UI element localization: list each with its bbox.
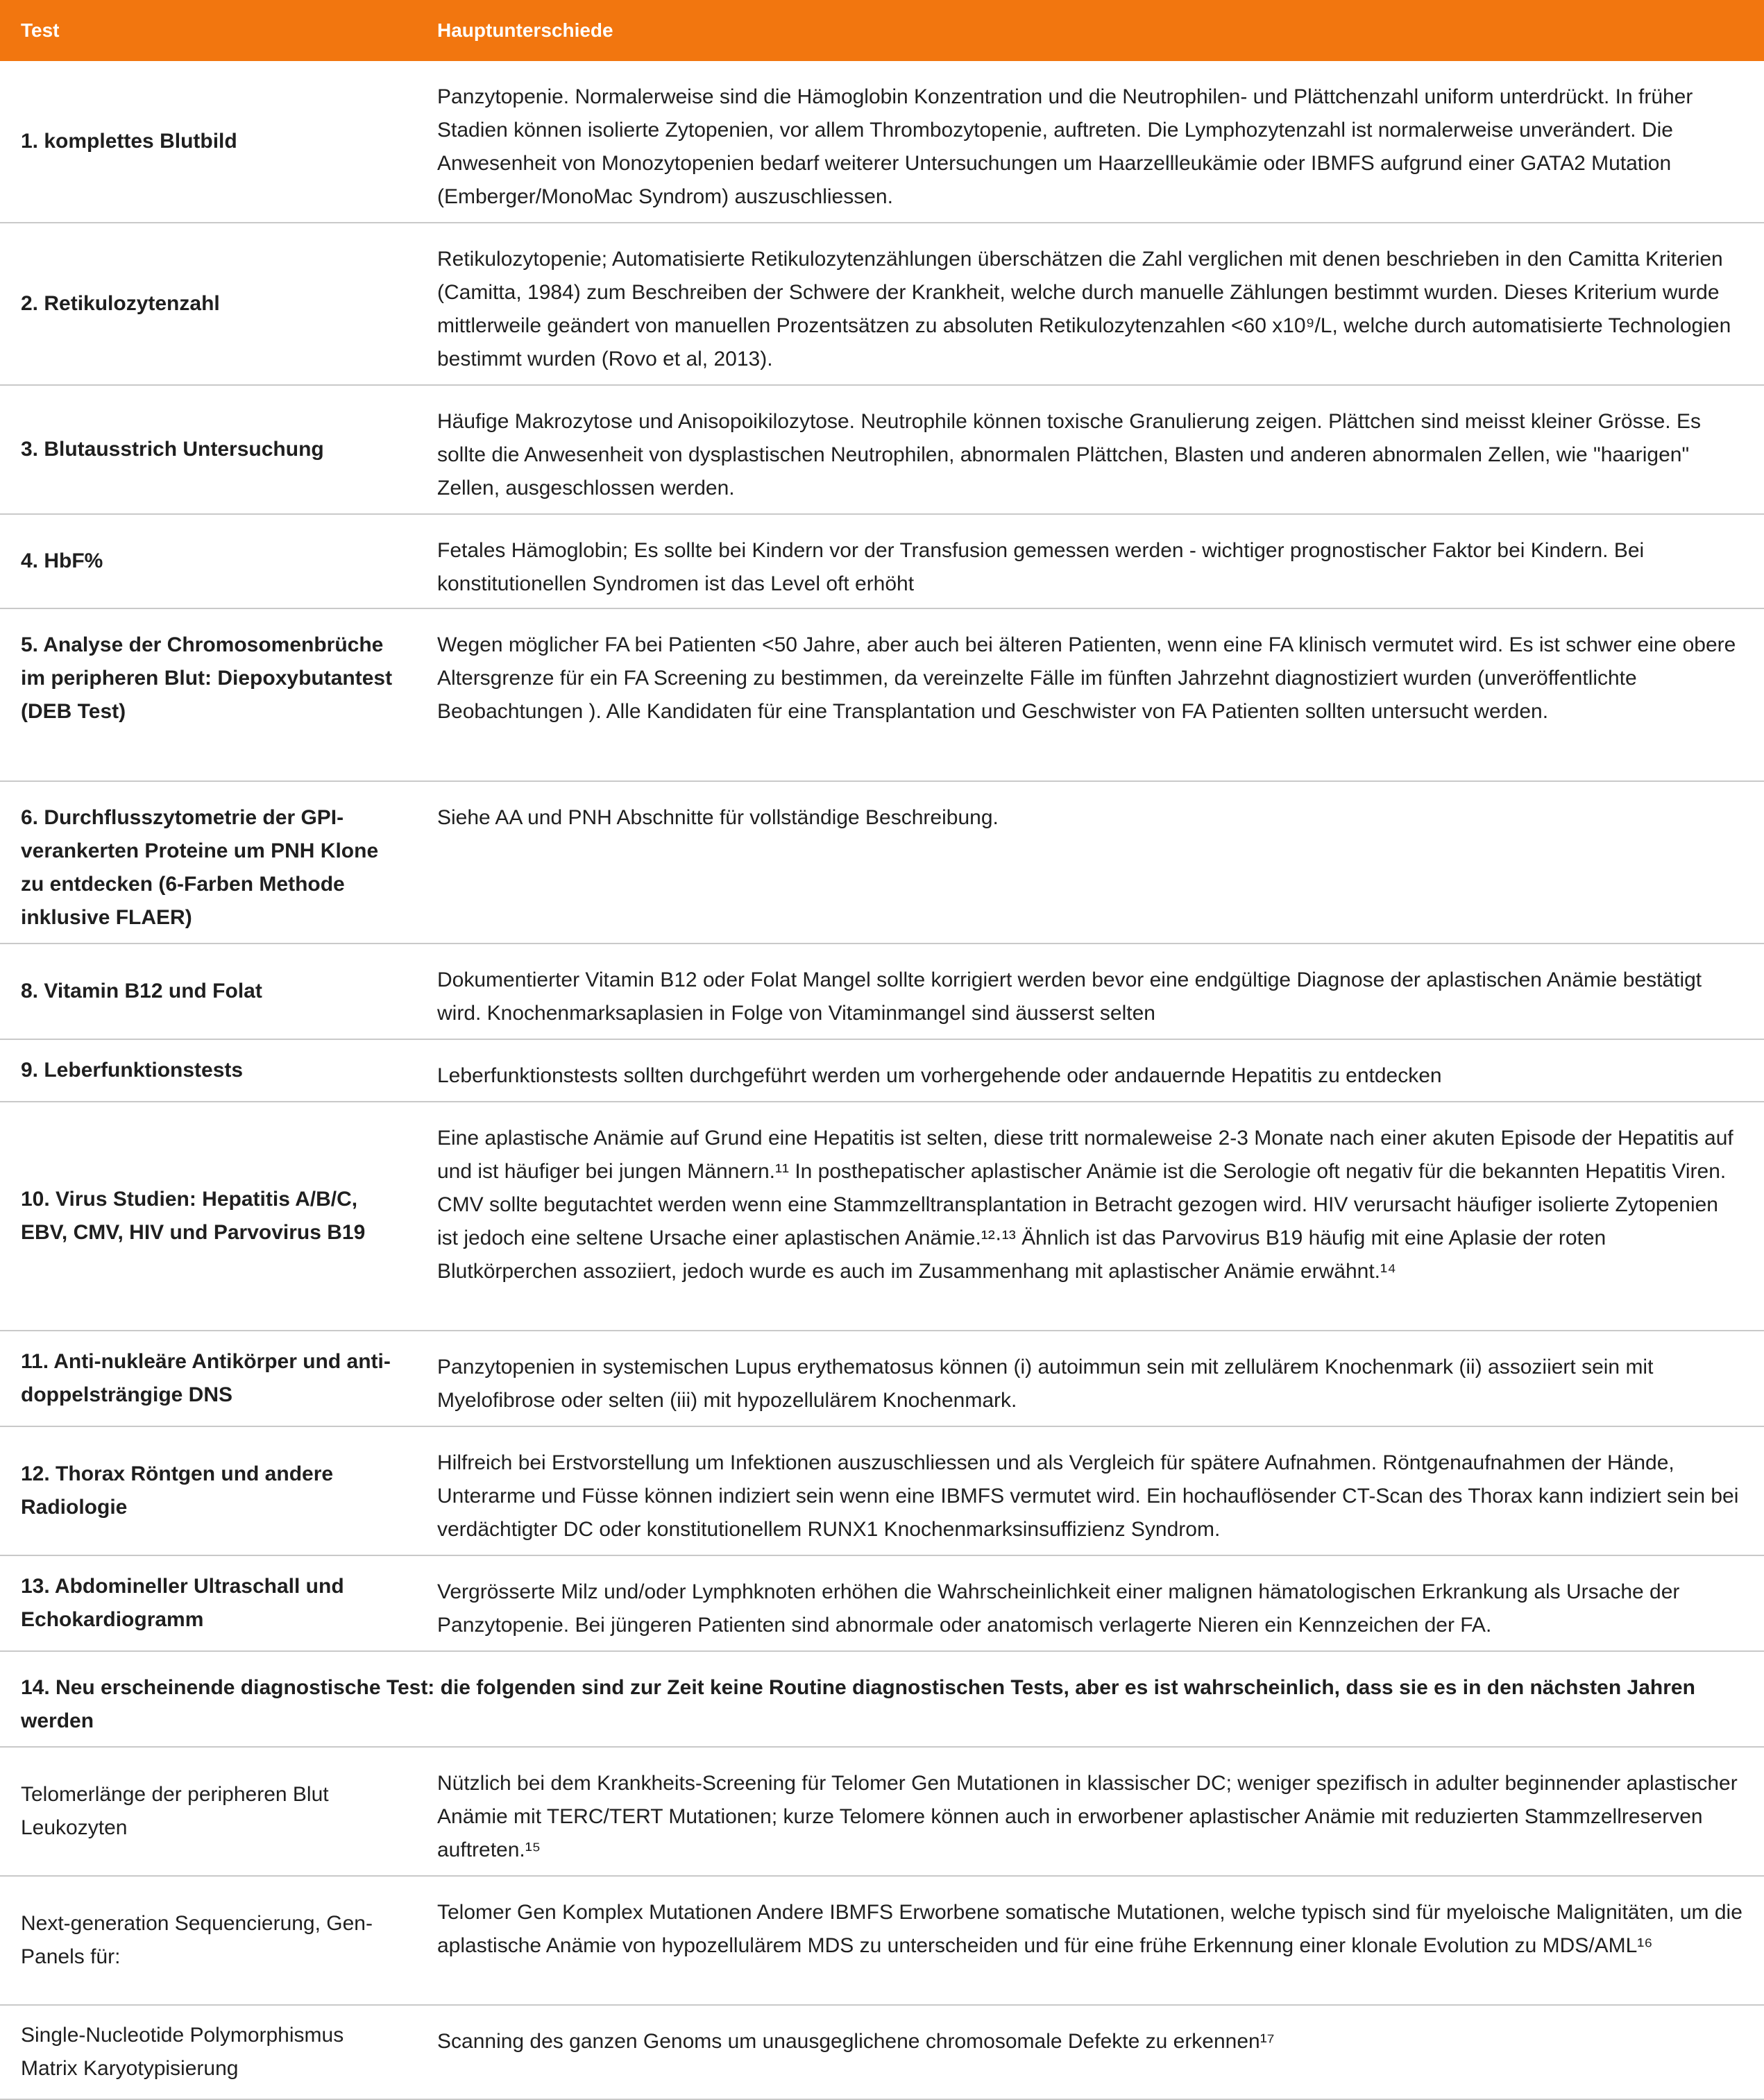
table-row (0, 1877, 1764, 2006)
header-main-differences: Hauptunterschiede (437, 19, 613, 41)
test-name: 2. Retikulozytenzahl (21, 292, 220, 315)
test-name: 3. Blutausstrich Untersuchung (21, 438, 324, 461)
test-description: Siehe AA und PNH Abschnitte für vollständige Beschreibung. (437, 806, 999, 829)
table-row (0, 2006, 1764, 2100)
test-name: 10. Virus Studien: Hepatitis A/B/C, EBV, CMV, HIV und Parvovirus B19 (21, 1188, 366, 1244)
table-row (0, 386, 1764, 515)
test-name: 8. Vitamin B12 und Folat (21, 980, 262, 1002)
table-row (0, 1331, 1764, 1427)
table-row (0, 609, 1764, 782)
test-name: 11. Anti-nukleäre Antikörper und anti-doppelsträngige DNS (21, 1350, 391, 1406)
table-row (0, 1040, 1764, 1102)
table-row (0, 223, 1764, 386)
test-description: Hilfreich bei Erstvorstellung um Infektionen auszuschliessen und als Vergleich für spätere Aufnahmen. Röntgenaufnahmen der Hände, Unterarme und Füsse können indiziert sein wenn eine IBMFS vermutet wird. Ein hochauflösender CT-Scan des Thorax kann indiziert sein bei verdächtigter DC oder konstitutionellem RUNX1 Knochenmarksinsuffizienz Syndrom. (437, 1451, 1739, 1541)
test-description: Wegen möglicher FA bei Patienten <50 Jahre, aber auch bei älteren Patienten, wenn eine FA klinisch vermutet wird. Es ist schwer eine obere Altersgrenze für ein FA Screening zu bestimmen, da vereinzelte Fälle im fünften Jahrzehnt diagnostiziert wurden (unveröffentlichte Beobachtungen ). Alle Kandidaten für eine Transplantation und Geschwister von FA Patienten sollten untersucht werden. (437, 633, 1736, 723)
test-description: Fetales Hämoglobin; Es sollte bei Kindern vor der Transfusion gemessen werden - wichtiger prognostischer Faktor bei Kindern. Bei konstitutionellen Syndromen ist das Level oft erhöht (437, 539, 1645, 595)
test-name: Telomerlänge der peripheren Blut Leukozyten (21, 1783, 329, 1839)
test-name: 4. HbF% (21, 549, 103, 572)
test-name: 6. Durchflusszytometrie der GPI-verankerten Proteine um PNH Klone zu entdecken (6-Farben Methode inklusive FLAER) (21, 806, 379, 929)
test-name: 13. Abdomineller Ultraschall und Echokardiogramm (21, 1575, 344, 1631)
test-name: 1. komplettes Blutbild (21, 130, 237, 153)
test-description: Eine aplastische Anämie auf Grund eine Hepatitis ist selten, diese tritt normaleweise 2-3 Monate nach einer akuten Episode der Hepatitis auf und ist häufiger bei jungen Männern.¹¹ In posthepatischer aplastischer Anämie ist die Serologie oft negativ für die bekannten Hepatitis Viren. CMV sollte begutachtet werden wenn eine Stammzelltransplantation in Betracht gezogen wird. HIV verursacht häufiger isolierte Zytopenien ist jedoch eine seltene Ursache einer aplastischen Anämie.¹²·¹³ Ähnlich ist das Parvovirus B19 häufig mit eine Aplasie der roten Blutkörperchen assoziiert, jedoch wurde es auch im Zusammenhang mit aplastischer Anämie erwähnt.¹⁴ (437, 1127, 1733, 1283)
test-description: Häufige Makrozytose und Anisopoikilozytose. Neutrophile können toxische Granulierung zeigen. Plättchen sind meisst kleiner Grösse. Es sollte die Anwesenheit von dysplastischen Neutrophilen, abnormalen Plättchen, Blasten und anderen abnormalen Zellen, wie "haarigen" Zellen, ausgeschlossen werden. (437, 410, 1701, 500)
section-14-heading: 14. Neu erscheinende diagnostische Test: die folgenden sind zur Zeit keine Routine diagnostischen Tests, aber es ist wahrscheinlich, dass sie es in den nächsten Jahren werden (21, 1676, 1695, 1732)
table-header (0, 0, 1764, 61)
test-description: Leberfunktionstests sollten durchgeführt werden um vorhergehende oder andauernde Hepatitis zu entdecken (437, 1064, 1442, 1087)
test-description: Scanning des ganzen Genoms um unausgeglichene chromosomale Defekte zu erkennen¹⁷ (437, 2030, 1275, 2053)
test-description: Panzytopenie. Normalerweise sind die Hämoglobin Konzentration und die Neutrophilen- und Plättchenzahl uniform unterdrückt. In früher Stadien können isolierte Zytopenien, vor allem Thrombozytopenie, auftreten. Die Lymphozytenzahl ist normalerweise unverändert. Die Anwesenheit von Monozytopenien bedarf weiterer Untersuchungen um Haarzellleukämie oder IBMFS aufgrund einer GATA2 Mutation (Emberger/MonoMac Syndrom) auszuschliessen. (437, 85, 1693, 208)
test-description: Retikulozytopenie; Automatisierte Retikulozytenzählungen überschätzen die Zahl verglichen mit denen beschrieben in den Camitta Kriterien (Camitta, 1984) zum Beschreiben der Schwere der Krankheit, welche durch manuelle Zählungen bestimmt wurden. Dieses Kriterium wurde mittlerweile geändert von manuellen Prozentsätzen zu absoluten Retikulozytenzahlen <60 x10⁹/L, welche durch automatisierte Technologien bestimmt wurden (Rovo et al, 2013). (437, 248, 1731, 370)
header-test: Test (21, 19, 60, 41)
test-description: Panzytopenien in systemischen Lupus erythematosus können (i) autoimmun sein mit zellulärem Knochenmark (ii) assoziiert sein mit Myelofibrose oder selten (iii) mit hypozellulärem Knochenmark. (437, 1356, 1654, 1412)
test-description: Vergrösserte Milz und/oder Lymphknoten erhöhen die Wahrscheinlichkeit einer malignen hämatologischen Erkrankung als Ursache der Panzytopenie. Bei jüngeren Patienten sind abnormale oder anatomisch verlagerte Nieren ein Kennzeichen der FA. (437, 1580, 1680, 1637)
table-row (0, 515, 1764, 609)
test-name: 9. Leberfunktionstests (21, 1059, 244, 1082)
table-row (0, 1102, 1764, 1331)
table-row (0, 1748, 1764, 1877)
table-row (0, 782, 1764, 944)
table-row (0, 1556, 1764, 1652)
test-name: 5. Analyse der Chromosomenbrüche im peripheren Blut: Diepoxybutantest (DEB Test) (21, 633, 393, 723)
test-name: Next-generation Sequencierung, Gen-Panels für: (21, 1912, 373, 1968)
test-description: Nützlich bei dem Krankheits-Screening für Telomer Gen Mutationen in klassischer DC; weniger spezifisch in adulter beginnender aplastischer Anämie mit TERC/TERT Mutationen; kurze Telomere können auch in erworbener aplastischer Anämie mit reduzierten Stammzellreserven auftreten.¹⁵ (437, 1772, 1738, 1861)
test-description: Dokumentierter Vitamin B12 oder Folat Mangel sollte korrigiert werden bevor eine endgültige Diagnose der aplastischen Anämie bestätigt wird. Knochenmarksaplasien in Folge von Vitaminmangel sind äusserst selten (437, 968, 1702, 1025)
section-heading-row (0, 1652, 1764, 1748)
table-row (0, 61, 1764, 223)
table-row (0, 1427, 1764, 1556)
test-description: Telomer Gen Komplex Mutationen Andere IBMFS Erworbene somatische Mutationen, welche typisch sind für myeloische Malignitäten, um die aplastische Anämie von hypozellulärem MDS zu unterscheiden und für eine frühe Erkennung einer klonale Evolution zu MDS/AML¹⁶ (437, 1901, 1742, 1957)
test-name: Single-Nucleotide Polymorphismus Matrix Karyotypisierung (21, 2024, 344, 2080)
test-name: 12. Thorax Röntgen und andere Radiologie (21, 1462, 334, 1519)
table-row (0, 944, 1764, 1040)
